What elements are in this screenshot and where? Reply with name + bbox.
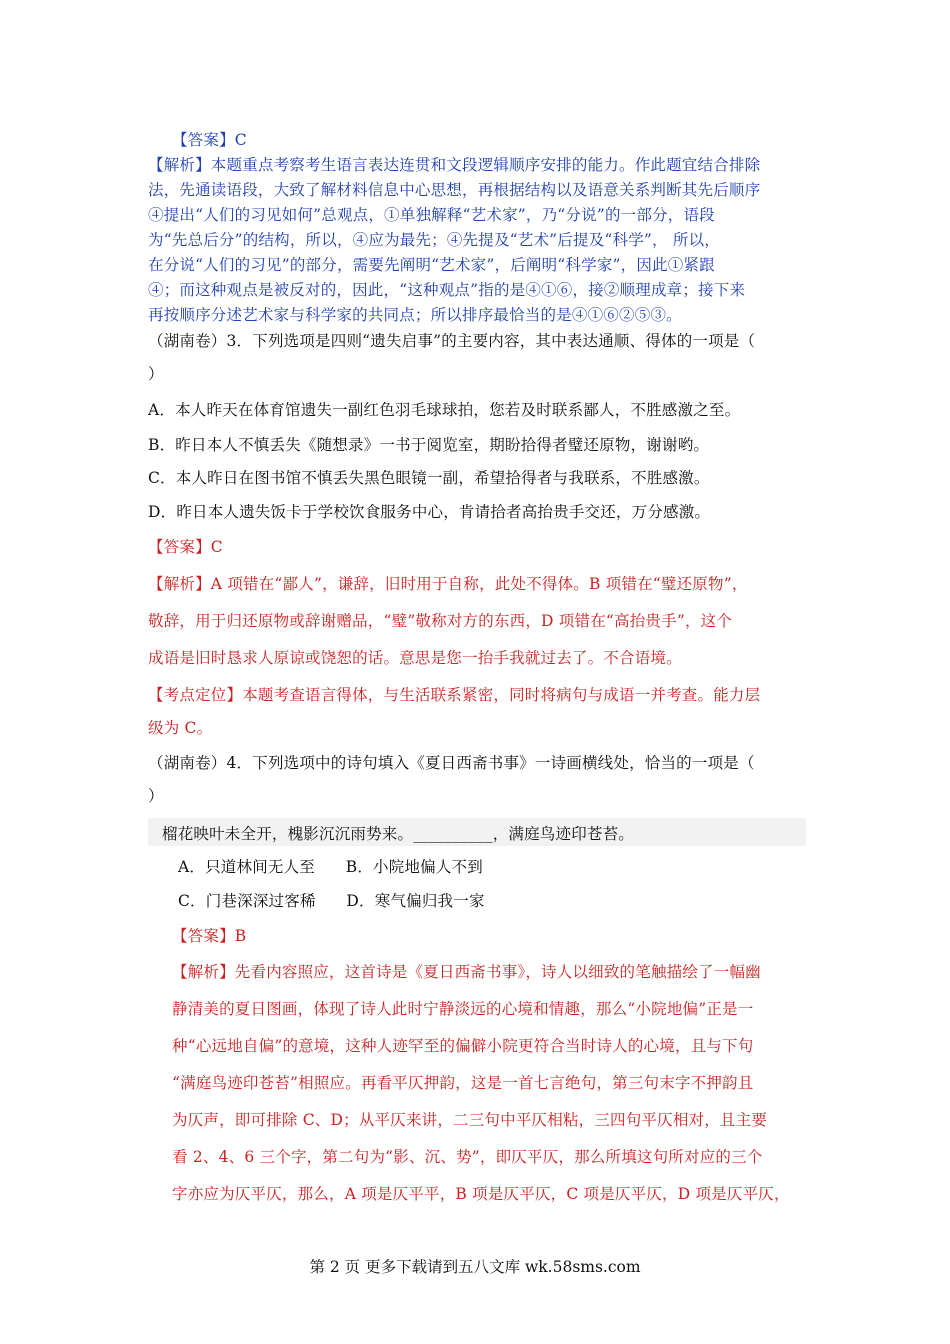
analysis-line: 敬辞，用于归还原物或辞谢赠品，“璧”敬称对方的东西，D 项错在“高抬贵手”，这个 (148, 612, 733, 630)
poem-line: 榴花映叶未全开，槐影沉沉雨势来。__________，满庭鸟迹印苍苔。 (162, 825, 635, 843)
analysis-line: 为仄声，即可排除 C、D；从平仄来讲，二三句中平仄相粘，三四句平仄相对，且主要 (172, 1111, 768, 1129)
question-3-stem: （湖南卷）3．下列选项是四则“遗失启事”的主要内容，其中表达通顺、得体的一项是（ (148, 332, 756, 350)
kaodian-line: 级为 C。 (148, 719, 213, 737)
analysis-line: ④提出“人们的习见如何”总观点，①单独解释“艺术家”，乃“分说”的一部分，语段 (148, 206, 715, 224)
question-3-stem-cont: ） (148, 365, 164, 383)
analysis-line: 种“心远地自偏”的意境，这种人迹罕至的偏僻小院更符合当时诗人的心境，且与下句 (172, 1037, 754, 1055)
option-a: A．本人昨天在体育馆遗失一副红色羽毛球球拍，您若及时联系鄙人，不胜感激之至。 (148, 401, 741, 419)
answer-label: 【答案】C (148, 538, 223, 556)
options-row-1: A．只道林间无人至 B．小院地偏人不到 (178, 858, 483, 876)
analysis-line: 成语是旧时恳求人原谅或饶恕的话。意思是您一抬手我就过去了。不合语境。 (148, 649, 682, 667)
option-d: D．昨日本人遗失饭卡于学校饮食服务中心，肯请拾者高抬贵手交还，万分感激。 (148, 503, 711, 521)
analysis-line: 静清美的夏日图画，体现了诗人此时宁静淡远的心境和情趣，那么“小院地偏”正是一 (172, 1000, 754, 1018)
option-b: B．昨日本人不慎丢失《随想录》一书于阅览室，期盼拾得者璧还原物，谢谢哟。 (148, 436, 710, 454)
option-c: C．本人昨日在图书馆不慎丢失黑色眼镜一副，希望拾得者与我联系，不胜感激。 (148, 469, 710, 487)
answer-label: 【答案】B (172, 927, 247, 945)
analysis-line: 再按顺序分述艺术家与科学家的共同点；所以排序最恰当的是④①⑥②⑤③。 (148, 306, 682, 324)
analysis-line: 【解析】本题重点考察考生语言表达连贯和文段逻辑顺序安排的能力。作此题宜结合排除 (148, 156, 761, 174)
analysis-line: 【解析】先看内容照应，这首诗是《夏日西斋书事》，诗人以细致的笔触描绘了一幅幽 (172, 963, 761, 981)
question-4-stem-cont: ） (148, 787, 164, 805)
analysis-line: 法，先通读语段，大致了解材料信息中心思想，再根据结构以及语意关系判断其先后顺序 (148, 181, 761, 199)
options-row-2: C．门巷深深过客稀 D．寒气偏归我一家 (178, 892, 485, 910)
analysis-line: “满庭鸟迹印苍苔”相照应。再看平仄押韵，这是一首七言绝句，第三句末字不押韵且 (172, 1074, 754, 1092)
analysis-line: 在分说“人们的习见”的部分，需要先阐明“艺术家”，后阐明“科学家”，因此①紧跟 (148, 256, 715, 274)
analysis-line: 字亦应为仄平仄，那么，A 项是仄平平，B 项是仄平仄，C 项是仄平仄，D 项是仄平仄， (172, 1185, 790, 1203)
page-footer: 第 2 页 更多下载请到五八文库 wk.58sms.com (309, 1258, 641, 1276)
question-4-stem: （湖南卷）4．下列选项中的诗句填入《夏日西斋书事》一诗画横线处，恰当的一项是（ (148, 754, 755, 772)
analysis-line: ④；而这种观点是被反对的，因此，“这种观点”指的是④①⑥，接②顺理成章；接下来 (148, 281, 746, 299)
kaodian-line: 【考点定位】本题考查语言得体，与生活联系紧密，同时将病句与成语一并考查。能力层 (148, 686, 761, 704)
answer-label: 【答案】C (172, 131, 247, 149)
analysis-line: 为“先总后分”的结构，所以，④应为最先；④先提及“艺术”后提及“科学”， 所以， (148, 231, 720, 249)
analysis-line: 【解析】A 项错在“鄙人”，谦辞，旧时用于自称，此处不得体。B 项错在“璧还原物”， (148, 575, 748, 593)
analysis-line: 看 2、4、6 三个字，第二句为“影、沉、势”，即仄平仄，那么所填这句所对应的三个 (172, 1148, 763, 1166)
